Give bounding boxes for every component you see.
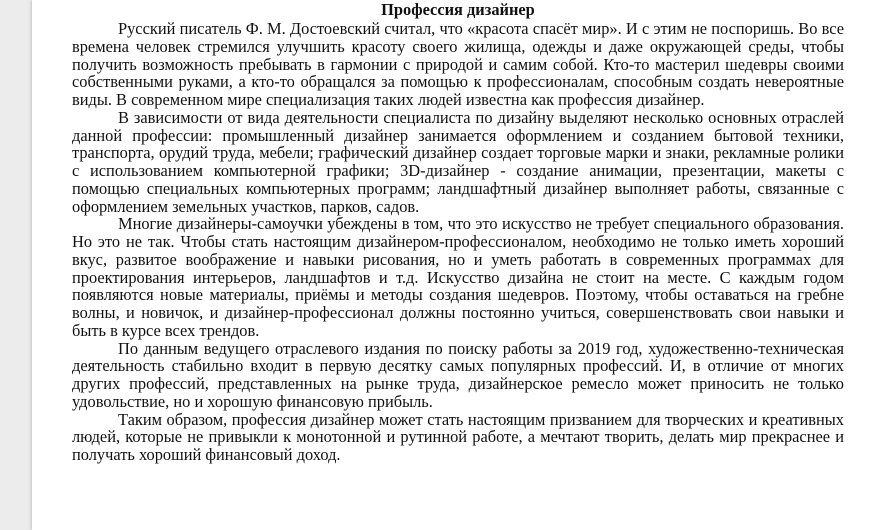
paragraph-specializations: В зависимости от вида деятельности специалиста по дизайну выделяют несколько основных отраслей данной профессии: промышленный дизайнер занимается оформлением и созданием бытовой техники, транспорта, орудий труда, мебели; графический дизайнер создает торговые марки и знаки, рекламные ролики с использованием компьютерной графики; 3D-дизайнер - создание анимации, презентации, макеты с помощью специальных компьютерных программ; ландшафтный дизайнер выполняет работы, связанные с оформлением земельных участков, парков, садов.: [72, 107, 844, 216]
document-body: [72, 0, 844, 464]
paragraph-popularity: По данным ведущего отраслевого издания по поиску работы за 2019 год, художественно-техническая деятельность стабильно входит в первую десятку самых популярных профессий. И, в отличие от многих других профессий, представленных на рынке труда, дизайнерское ремесло может приносить не только удовольствие, но и хорошую финансовую прибыль.: [72, 338, 844, 411]
paragraph-intro: Русский писатель Ф. М. Достоевский считал, что «красота спасёт мир». И с этим не поспоришь. Во все времена человек стремился улучшить красоту своего жилища, одежды и даже окружающей среды, чтобы получить возможность пребывать в гармонии с природой и самим собой. Кто-то мастерил шедевры своими собственными руками, а кто-то обращался за помощью к профессионалам, способным создать невероятные виды. В современном мире специализация таких людей известна как профессия дизайнер.: [72, 19, 844, 109]
paragraph-education: Многие дизайнеры-самоучки убеждены в том, что это искусство не требует специального образования. Но это не так. Чтобы стать настоящим дизайнером-профессионалом, необходимо не только иметь хороший вкус, развитое воображение и навыки рисования, но и уметь работать в современных программах для проектирования интерьеров, ландшафтов и т.д. Искусство дизайна не стоит на месте. С каждым годом появляются новые материалы, приёмы и методы создания шедевров. Поэтому, чтобы оставаться на гребне волны, и новичок, и дизайнер-профессионал должны постоянно учиться, совершенствовать свои навыки и быть в курсе всех трендов.: [72, 214, 844, 340]
paragraph-conclusion: Таким образом, профессия дизайнер может стать настоящим призванием для творческих и креативных людей, которые не привыкли к монотонной и рутинной работе, а мечтают творить, делать мир прекраснее и получать хороший финансовый доход.: [72, 409, 844, 464]
document-title: Профессия дизайнер: [381, 0, 535, 19]
document-page: [32, 0, 870, 530]
